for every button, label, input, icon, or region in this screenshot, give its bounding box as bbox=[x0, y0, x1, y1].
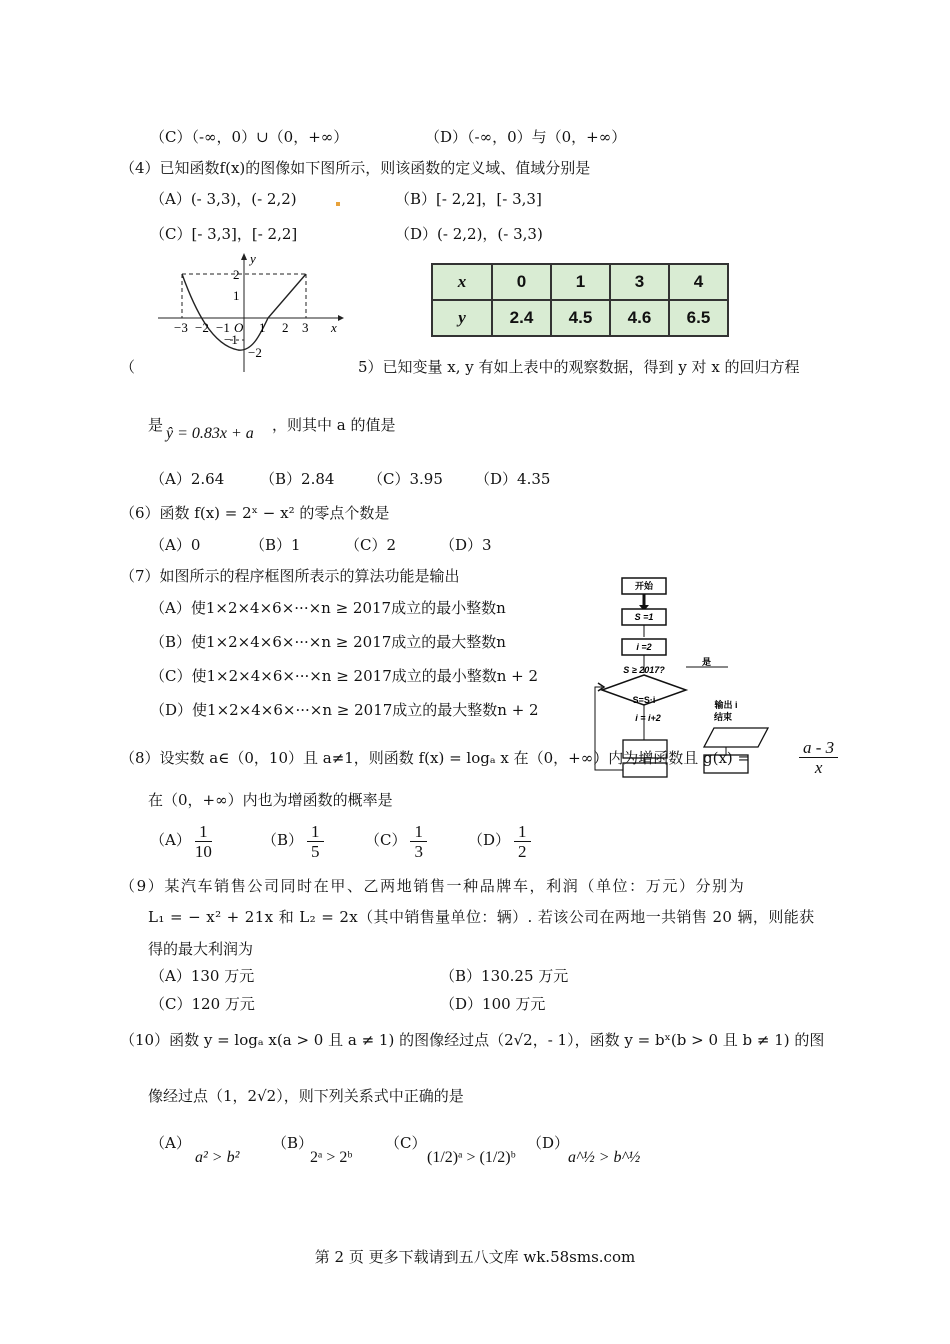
observation-table bbox=[431, 263, 729, 337]
q5-option-b: （B）2.84 bbox=[260, 470, 335, 488]
q10-option-b-expr: 2ᵃ > 2ᵇ bbox=[310, 1149, 353, 1166]
y-tick: −1 bbox=[224, 332, 238, 347]
q9-option-b: （B）130.25 万元 bbox=[440, 967, 569, 985]
x-tick: 2 bbox=[282, 320, 289, 335]
option-label: （D） bbox=[468, 831, 511, 849]
table-row bbox=[432, 264, 728, 300]
option-label: （A） bbox=[150, 831, 191, 849]
page-footer: 第 2 页 更多下载请到五八文库 wk.58sms.com bbox=[314, 1248, 636, 1266]
y-tick: 2 bbox=[233, 267, 240, 282]
table-cell: 4 bbox=[669, 264, 728, 300]
flow-init-s-label: S =1 bbox=[634, 612, 654, 622]
flow-yes-label: 是 bbox=[702, 657, 712, 667]
y-axis-label: y bbox=[250, 251, 256, 266]
table-row bbox=[432, 300, 728, 336]
frac-num: 1 bbox=[514, 822, 531, 842]
frac-num: 1 bbox=[410, 822, 427, 842]
q10-option-a-label: （A） bbox=[150, 1134, 191, 1152]
q9-option-a: （A）130 万元 bbox=[150, 967, 255, 985]
frac-num: 1 bbox=[307, 822, 324, 842]
x-tick: 3 bbox=[302, 320, 309, 335]
flow-start-label: 开始 bbox=[634, 581, 654, 591]
q8-option-c bbox=[365, 820, 431, 861]
q7-option-b: （B）使1×2×4×6×···×n ≥ 2017成立的最大整数n bbox=[150, 633, 506, 651]
table-cell: 6.5 bbox=[669, 300, 728, 336]
q10-option-a-expr: a² > b² bbox=[195, 1149, 240, 1166]
q9-line2: L₁ = − x² + 21x 和 L₂ = 2x（其中销售量单位：辆）. 若该公司在两地一共销售 20 辆，则能获 bbox=[148, 908, 815, 926]
q9-line3: 得的最大利润为 bbox=[148, 940, 254, 958]
y-tick: 1 bbox=[233, 288, 240, 303]
q10-option-b-label: （B） bbox=[272, 1134, 314, 1152]
q5-stem: 5）已知变量 x, y 有如上表中的观察数据，得到 y 对 x 的回归方程 bbox=[358, 358, 800, 376]
q4-option-c: （C）[- 3,3]，[- 2,2] bbox=[150, 225, 298, 243]
q8-option-a bbox=[150, 820, 216, 861]
q7-stem: （7）如图所示的程序框图所表示的算法功能是输出 bbox=[120, 567, 460, 585]
q4-option-a: （A）(- 3,3)，(- 2,2) bbox=[150, 190, 297, 208]
table-cell: 2.4 bbox=[492, 300, 551, 336]
stray-mark bbox=[336, 202, 340, 206]
q8-stem: （8）设实数 a∈（0，10）且 a≠1，则函数 f(x) = logₐ x 在（0，+∞）内为增函数且 g(x) = bbox=[120, 749, 751, 767]
table-cell: 3 bbox=[610, 264, 669, 300]
flow-init-i-label: i =2 bbox=[636, 642, 652, 652]
option-label: （C） bbox=[365, 831, 407, 849]
q7-option-a: （A）使1×2×4×6×···×n ≥ 2017成立的最小整数n bbox=[150, 599, 506, 617]
q5-stem2-pre: 是 bbox=[148, 416, 164, 434]
q9-stem: （9）某汽车销售公司同时在甲、乙两地销售一种品牌车，利润（单位：万元）分别为 bbox=[120, 877, 746, 895]
q7-option-c: （C）使1×2×4×6×···×n ≥ 2017成立的最小整数n + 2 bbox=[150, 667, 539, 685]
q5-option-a: （A）2.64 bbox=[150, 470, 225, 488]
table-header-y: y bbox=[432, 300, 492, 336]
q8-option-d bbox=[468, 820, 535, 861]
q4-option-b: （B）[- 2,2]，[- 3,3] bbox=[395, 190, 542, 208]
q10-option-d-expr: a^½ > b^½ bbox=[568, 1149, 641, 1166]
q10-stem2: 像经过点（1，2√2），则下列关系式中正确的是 bbox=[148, 1087, 464, 1105]
table-cell: 4.5 bbox=[551, 300, 610, 336]
x-tick: −1 bbox=[216, 320, 230, 335]
frac-num: 1 bbox=[195, 822, 212, 842]
q5-equation: ŷ = 0.83x + a bbox=[166, 425, 254, 442]
q4-stem: （4）已知函数f(x)的图像如下图所示，则该函数的定义域、值域分别是 bbox=[120, 159, 591, 177]
x-tick: −2 bbox=[195, 320, 209, 335]
q6-stem: （6）函数 f(x) = 2ˣ − x² 的零点个数是 bbox=[120, 504, 390, 522]
q7-option-d: （D）使1×2×4×6×···×n ≥ 2017成立的最大整数n + 2 bbox=[150, 701, 539, 719]
frac-num: a - 3 bbox=[799, 738, 838, 758]
flow-condition-label: S ≥ 2017? bbox=[623, 665, 665, 675]
flow-update-s-label: S=S·i bbox=[632, 695, 656, 705]
q5-stem2-post: ，则其中 a 的值是 bbox=[272, 416, 396, 434]
frac-den: 10 bbox=[194, 841, 212, 861]
frac-den: x bbox=[814, 758, 823, 777]
q10-option-c-label: （C） bbox=[385, 1134, 427, 1152]
q10-option-c-expr: (1/2)ᵃ > (1/2)ᵇ bbox=[427, 1149, 516, 1166]
q3-option-d: （D）（-∞，0）与（0，+∞） bbox=[425, 128, 627, 146]
option-label: （B） bbox=[262, 831, 304, 849]
q3-option-c: （C）（-∞，0）∪（0，+∞） bbox=[150, 128, 349, 146]
frac-den: 3 bbox=[414, 841, 423, 861]
flow-end-label: 结束 bbox=[713, 712, 733, 722]
q4-option-d: （D）(- 2,2)，(- 3,3) bbox=[395, 225, 543, 243]
q9-option-c: （C）120 万元 bbox=[150, 995, 255, 1013]
q6-option-c: （C）2 bbox=[345, 536, 397, 554]
flow-update-i-label: i = i+2 bbox=[635, 713, 661, 723]
table-cell: 1 bbox=[551, 264, 610, 300]
y-tick: −2 bbox=[248, 345, 262, 360]
q5-option-d: （D）4.35 bbox=[475, 470, 551, 488]
origin-label: O bbox=[234, 320, 244, 335]
q8-stem2: 在（0，+∞）内也为增函数的概率是 bbox=[148, 791, 393, 809]
x-tick: 1 bbox=[259, 320, 266, 335]
q5-paren: （ bbox=[120, 358, 136, 376]
frac-den: 2 bbox=[518, 841, 527, 861]
q8-option-b bbox=[262, 820, 328, 861]
table-cell: 0 bbox=[492, 264, 551, 300]
flow-output bbox=[704, 728, 768, 747]
q6-option-a: （A）0 bbox=[150, 536, 201, 554]
q6-option-d: （D）3 bbox=[440, 536, 492, 554]
x-tick: −3 bbox=[174, 320, 188, 335]
table-cell: 4.6 bbox=[610, 300, 669, 336]
q9-option-d: （D）100 万元 bbox=[440, 995, 546, 1013]
q10-stem: （10）函数 y = logₐ x(a > 0 且 a ≠ 1) 的图像经过点（2√2，- 1），函数 y = bˣ(b > 0 且 b ≠ 1) 的图 bbox=[120, 1031, 825, 1049]
x-axis-label: x bbox=[331, 320, 337, 335]
q8-g-fraction bbox=[795, 738, 842, 777]
table-header-x: x bbox=[432, 264, 492, 300]
function-graph bbox=[150, 250, 350, 375]
q5-option-c: （C）3.95 bbox=[368, 470, 443, 488]
q10-option-d-label: （D） bbox=[527, 1134, 570, 1152]
q6-option-b: （B）1 bbox=[250, 536, 301, 554]
flow-output-label: 输出 i bbox=[714, 700, 738, 710]
frac-den: 5 bbox=[311, 841, 320, 861]
